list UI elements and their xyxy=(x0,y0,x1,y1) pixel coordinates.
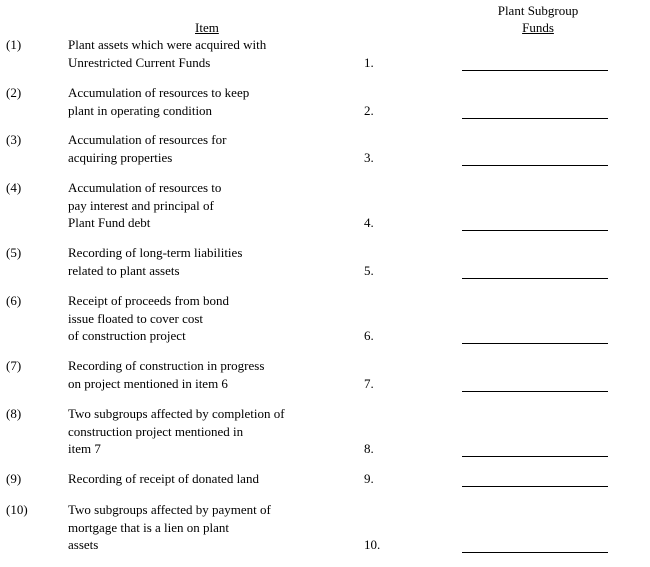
answer-blank-line[interactable] xyxy=(462,552,608,553)
answer-blank-line[interactable] xyxy=(462,486,608,487)
item-description xyxy=(68,470,358,488)
answer-number: 1. xyxy=(364,54,374,70)
answer-number: 7. xyxy=(364,375,374,391)
item-description xyxy=(68,179,358,232)
item-description xyxy=(68,292,358,345)
item-number: (2) xyxy=(6,85,22,100)
item-description-line: of construction project xyxy=(68,328,186,343)
item-number: (9) xyxy=(6,471,22,486)
item-description xyxy=(68,244,358,279)
answer-number: 10. xyxy=(364,537,381,552)
plant-subgroup-funds-header xyxy=(478,2,598,36)
item-description xyxy=(68,84,358,119)
item-description xyxy=(68,131,358,166)
item-description-line: Plant assets which were acquired with xyxy=(68,37,267,52)
answer-blank-line[interactable] xyxy=(462,391,608,392)
item-number: (7) xyxy=(6,358,22,373)
item-description-line: construction project mentioned in xyxy=(68,423,244,439)
funds-header-line2: Funds xyxy=(522,20,554,35)
answer-number: 5. xyxy=(364,262,374,278)
answer-blank-line[interactable] xyxy=(462,70,608,71)
item-description-line: Recording of receipt of donated land xyxy=(68,471,259,486)
item-column-header: Item xyxy=(195,20,219,35)
item-description xyxy=(68,357,358,392)
item-number: (5) xyxy=(6,245,22,260)
item-description xyxy=(68,36,358,71)
item-description-line: mortgage that is a lien on plant xyxy=(68,519,230,535)
item-description-line: Accumulation of resources to xyxy=(68,180,222,195)
item-description-line: Recording of long-term liabilities xyxy=(68,245,243,260)
item-description-line: Recording of construction in progress xyxy=(68,358,265,373)
item-description-line: item 7 xyxy=(68,441,101,456)
item-description-line: pay interest and principal of xyxy=(68,197,214,213)
item-number: (1) xyxy=(6,37,22,52)
answer-number: 8. xyxy=(364,441,374,456)
answer-number: 2. xyxy=(364,102,374,118)
answer-number: 4. xyxy=(364,215,374,230)
item-description xyxy=(68,405,358,458)
answer-blank-line[interactable] xyxy=(462,165,608,166)
item-description-line: Accumulation of resources for xyxy=(68,132,227,147)
item-number: (6) xyxy=(6,293,22,308)
item-description-line: Unrestricted Current Funds xyxy=(68,54,211,70)
answer-number: 9. xyxy=(364,471,374,486)
answer-number: 6. xyxy=(364,328,374,343)
item-number: (8) xyxy=(6,406,22,421)
item-description-line: Plant Fund debt xyxy=(68,215,151,230)
answer-blank-line[interactable] xyxy=(462,456,608,457)
item-number: (3) xyxy=(6,132,22,147)
item-description-line: Accumulation of resources to keep xyxy=(68,85,250,100)
item-description-line: issue floated to cover cost xyxy=(68,310,204,326)
item-description-line: Two subgroups affected by completion of xyxy=(68,406,285,421)
item-description-line: related to plant assets xyxy=(68,262,180,278)
answer-blank-line[interactable] xyxy=(462,118,608,119)
item-description-line: on project mentioned in item 6 xyxy=(68,375,228,391)
item-description-line: Two subgroups affected by payment of xyxy=(68,502,271,517)
item-description-line: assets xyxy=(68,537,99,552)
plant-subgroup-header-line1: Plant Subgroup xyxy=(497,3,579,18)
item-description-line: acquiring properties xyxy=(68,149,173,165)
item-number: (10) xyxy=(6,502,28,517)
item-description-line: Receipt of proceeds from bond xyxy=(68,293,230,308)
answer-blank-line[interactable] xyxy=(462,230,608,231)
item-number: (4) xyxy=(6,180,22,195)
answer-blank-line[interactable] xyxy=(462,278,608,279)
item-description xyxy=(68,501,358,554)
item-description-line: plant in operating condition xyxy=(68,102,213,118)
answer-blank-line[interactable] xyxy=(462,343,608,344)
answer-number: 3. xyxy=(364,149,374,165)
